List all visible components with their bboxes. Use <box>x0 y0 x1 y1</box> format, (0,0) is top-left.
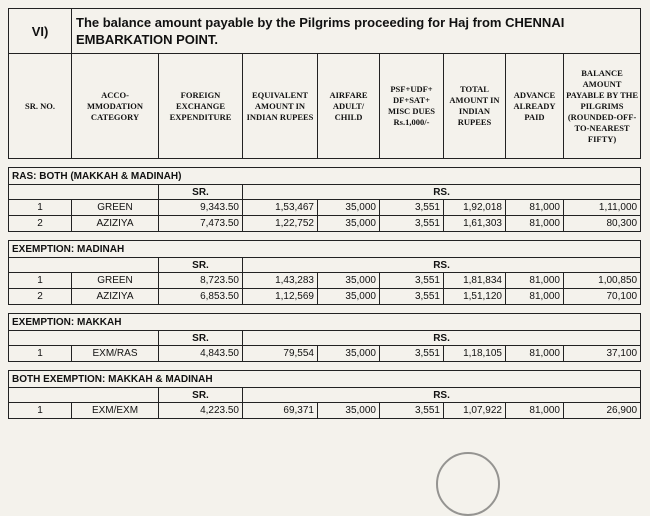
table-cell: 81,000 <box>506 289 564 305</box>
unit-row <box>9 258 641 273</box>
table-cell: 3,551 <box>380 200 444 216</box>
table-cell: 3,551 <box>380 216 444 232</box>
header-total-amount: TOTAL AMOUNT IN INDIAN RUPEES <box>444 54 506 159</box>
section-gap <box>9 232 641 241</box>
table-cell: 1,18,105 <box>444 346 506 362</box>
table-cell: AZIZIYA <box>72 289 159 305</box>
table-cell: 26,900 <box>564 403 641 419</box>
table-cell: 70,100 <box>564 289 641 305</box>
table-cell: 3,551 <box>380 403 444 419</box>
header-psf-dues: PSF+UDF+ DF+SAT+ MISC DUES Rs.1,000/- <box>380 54 444 159</box>
table-row <box>9 216 641 232</box>
table-cell: 81,000 <box>506 403 564 419</box>
table-cell: 1,22,752 <box>243 216 318 232</box>
table-cell: 79,554 <box>243 346 318 362</box>
header-foreign-exchange: FOREIGN EXCHANGE EXPENDITURE <box>159 54 243 159</box>
header-airfare: AIRFARE ADULT/ CHILD <box>318 54 380 159</box>
table-cell: 1 <box>9 273 72 289</box>
unit-sr-label: SR. <box>159 185 243 200</box>
table-cell: 1 <box>9 200 72 216</box>
table-row <box>9 200 641 216</box>
table-cell: 1,51,120 <box>444 289 506 305</box>
table-cell: 35,000 <box>318 403 380 419</box>
table-cell: 2 <box>9 289 72 305</box>
unit-blank <box>9 185 159 200</box>
table-cell: 80,300 <box>564 216 641 232</box>
table-cell: 9,343.50 <box>159 200 243 216</box>
table-cell: 81,000 <box>506 273 564 289</box>
table-cell: 1,43,283 <box>243 273 318 289</box>
table-cell: 1,92,018 <box>444 200 506 216</box>
table-cell: 1,00,850 <box>564 273 641 289</box>
unit-row <box>9 388 641 403</box>
unit-sr-label: SR. <box>159 388 243 403</box>
table-cell: 81,000 <box>506 200 564 216</box>
header-advance-paid: ADVANCE ALREADY PAID <box>506 54 564 159</box>
unit-blank <box>9 331 159 346</box>
table-cell: 1,53,467 <box>243 200 318 216</box>
table-cell: 1,61,303 <box>444 216 506 232</box>
haj-fare-table <box>8 8 641 419</box>
unit-rs-label: RS. <box>243 185 641 200</box>
table-cell: 3,551 <box>380 346 444 362</box>
table-cell: GREEN <box>72 273 159 289</box>
header-balance-amount: BALANCE AMOUNT PAYABLE BY THE PILGRIMS (ROUNDED-OFF-TO-NEAREST FIFTY) <box>564 54 641 159</box>
gap-cell <box>9 362 641 371</box>
table-row <box>9 403 641 419</box>
table-cell: 7,473.50 <box>159 216 243 232</box>
gap-cell <box>9 232 641 241</box>
table-cell: 81,000 <box>506 346 564 362</box>
unit-row <box>9 185 641 200</box>
table-cell: 1 <box>9 403 72 419</box>
table-row <box>9 273 641 289</box>
header-sr-no: SR. NO. <box>9 54 72 159</box>
unit-row <box>9 331 641 346</box>
unit-rs-label: RS. <box>243 258 641 273</box>
table-cell: AZIZIYA <box>72 216 159 232</box>
table-cell: 35,000 <box>318 346 380 362</box>
section-title-row <box>9 241 641 258</box>
table-row <box>9 289 641 305</box>
table-cell: 3,551 <box>380 273 444 289</box>
table-cell: 35,000 <box>318 289 380 305</box>
seal-stamp <box>436 452 500 516</box>
table-cell: 69,371 <box>243 403 318 419</box>
document-page <box>8 8 640 419</box>
section-title: BOTH EXEMPTION: MAKKAH & MADINAH <box>9 371 641 388</box>
table-cell: GREEN <box>72 200 159 216</box>
title-row <box>9 9 641 54</box>
unit-blank <box>9 388 159 403</box>
section-number: VI) <box>9 9 72 54</box>
table-cell: 35,000 <box>318 200 380 216</box>
table-cell: 8,723.50 <box>159 273 243 289</box>
unit-rs-label: RS. <box>243 388 641 403</box>
unit-rs-label: RS. <box>243 331 641 346</box>
header-row <box>9 54 641 159</box>
gap-cell <box>9 159 641 168</box>
table-cell: EXM/EXM <box>72 403 159 419</box>
section-gap <box>9 159 641 168</box>
header-accommodation-category: ACCO-MMODATION CATEGORY <box>72 54 159 159</box>
table-cell: 35,000 <box>318 273 380 289</box>
section-title-row <box>9 168 641 185</box>
section-title-row <box>9 314 641 331</box>
section-title: RAS: BOTH (MAKKAH & MADINAH) <box>9 168 641 185</box>
table-cell: 37,100 <box>564 346 641 362</box>
table-cell: 1,12,569 <box>243 289 318 305</box>
table-row <box>9 346 641 362</box>
table-cell: 6,853.50 <box>159 289 243 305</box>
table-cell: 3,551 <box>380 289 444 305</box>
table-cell: EXM/RAS <box>72 346 159 362</box>
unit-sr-label: SR. <box>159 258 243 273</box>
gap-cell <box>9 305 641 314</box>
table-cell: 4,223.50 <box>159 403 243 419</box>
header-equivalent-amount: EQUIVALENT AMOUNT IN INDIAN RUPEES <box>243 54 318 159</box>
unit-blank <box>9 258 159 273</box>
table-cell: 2 <box>9 216 72 232</box>
section-title: EXEMPTION: MAKKAH <box>9 314 641 331</box>
section-title: EXEMPTION: MADINAH <box>9 241 641 258</box>
table-cell: 35,000 <box>318 216 380 232</box>
table-cell: 1 <box>9 346 72 362</box>
table-cell: 1,11,000 <box>564 200 641 216</box>
table-cell: 1,81,834 <box>444 273 506 289</box>
table-cell: 81,000 <box>506 216 564 232</box>
section-gap <box>9 305 641 314</box>
unit-sr-label: SR. <box>159 331 243 346</box>
section-title-row <box>9 371 641 388</box>
page-title: The balance amount payable by the Pilgrims proceeding for Haj from CHENNAI EMBARKATION POINT. <box>72 9 641 54</box>
section-gap <box>9 362 641 371</box>
table-cell: 1,07,922 <box>444 403 506 419</box>
table-cell: 4,843.50 <box>159 346 243 362</box>
